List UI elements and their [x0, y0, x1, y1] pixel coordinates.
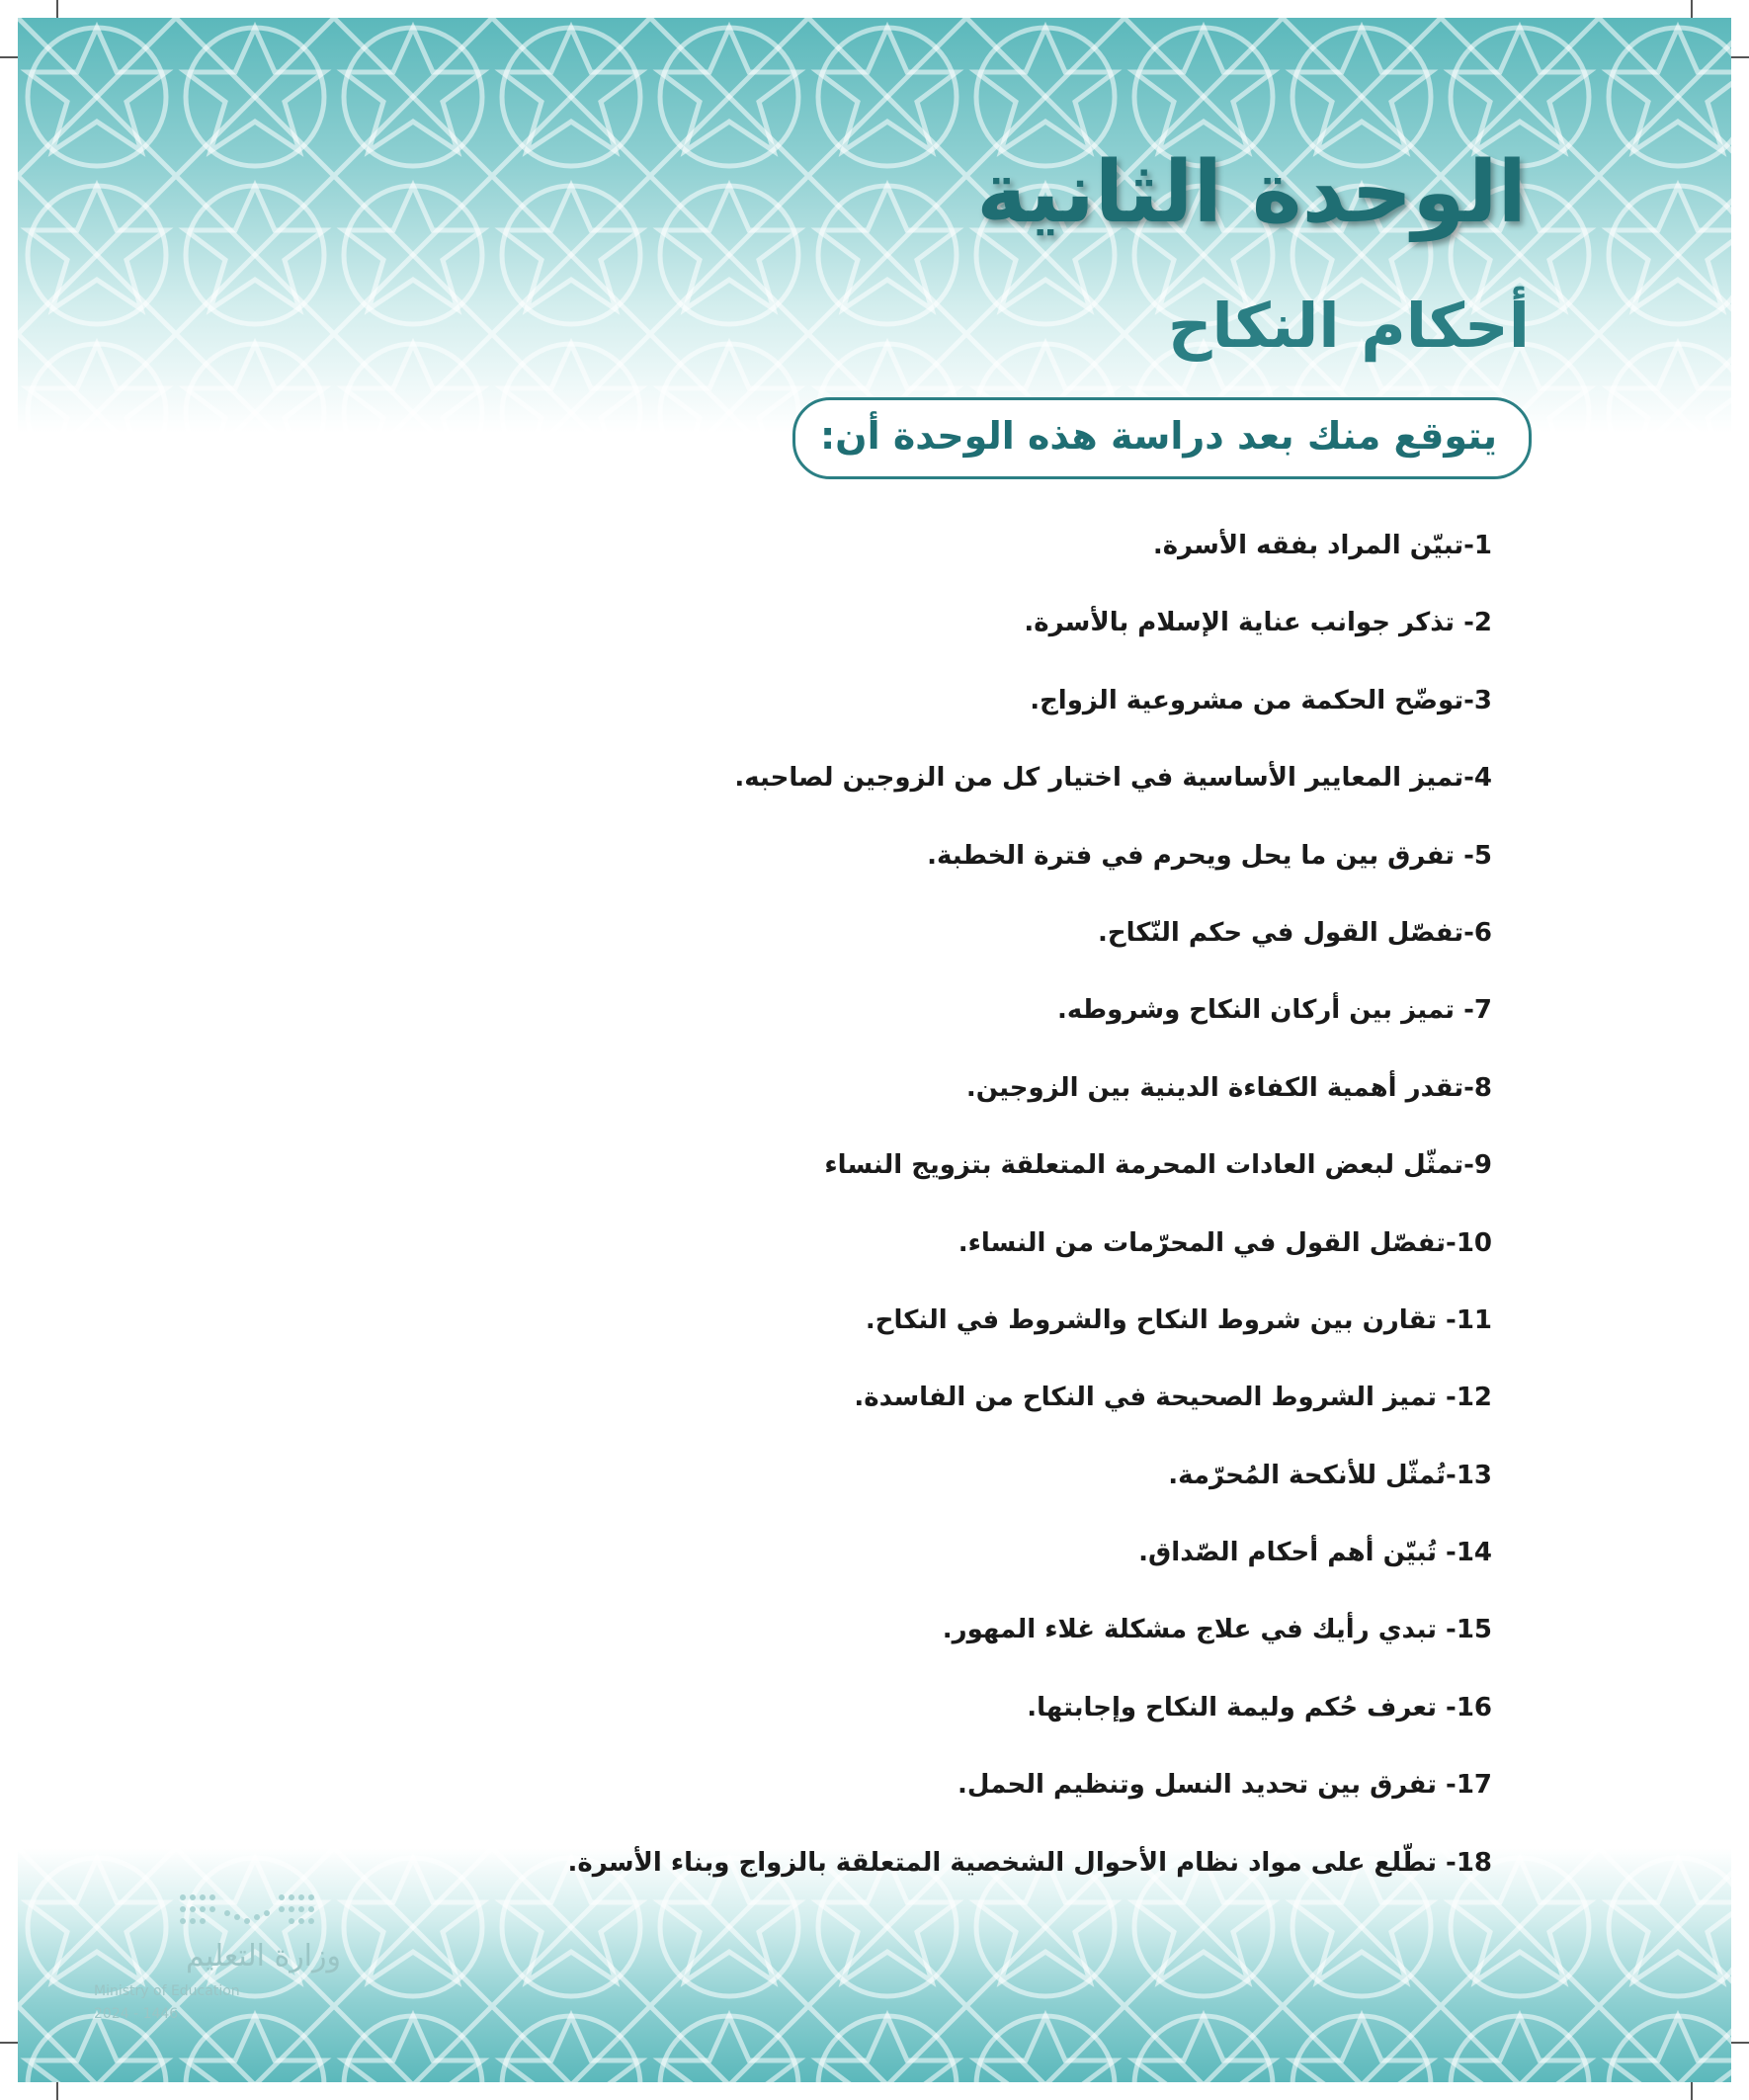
- objective-item: 14- تُبيّن أهم أحكام الصّداق.: [1138, 1538, 1492, 1568]
- objective-item: 1-تبيّن المراد بفقه الأسرة.: [1152, 531, 1492, 560]
- edition-year: 2024 - 1446: [94, 2006, 179, 2022]
- objectives-list: [208, 524, 1492, 1918]
- objective-item: 11- تقارن بين شروط النكاح والشروط في النكاح.: [865, 1304, 1492, 1335]
- unit-subtitle: أحكام النكاح: [1167, 290, 1530, 362]
- objective-item: 15- تبدي رأيك في علاج مشكلة غلاء المهور.: [942, 1615, 1492, 1645]
- objective-item: 13-تُمثّل للأنكحة المُحرّمة.: [1168, 1460, 1492, 1490]
- objective-item: 3-توضّح الحكمة من مشروعية الزواج.: [1030, 685, 1492, 715]
- objective-item: 2- تذكر جوانب عناية الإسلام بالأسرة.: [1024, 608, 1492, 638]
- ministry-logo: [94, 1888, 341, 2036]
- objective-item: 7- تميز بين أركان النكاح وشروطه.: [1057, 995, 1492, 1026]
- objective-item: 9-تمثّل لبعض العادات المحرمة المتعلقة بتزويج النساء: [824, 1150, 1492, 1181]
- objectives-heading-box: [792, 397, 1532, 479]
- unit-title: الوحدة الثانية: [976, 143, 1527, 242]
- ministry-logo-dots-icon: [173, 1888, 321, 1937]
- objective-item: 10-تفصّل القول في المحرّمات من النساء.: [958, 1227, 1492, 1258]
- ministry-name-arabic: وزارة التعليم: [185, 1939, 341, 1974]
- objectives-heading: يتوقع منك بعد دراسة هذه الوحدة أن:: [819, 414, 1497, 458]
- ministry-name-english: Ministry of Education: [94, 1983, 240, 1999]
- objective-item: 18- تطّلع على مواد نظام الأحوال الشخصية المتعلقة بالزواج وبناء الأسرة.: [567, 1847, 1492, 1878]
- objective-item: 16- تعرف حُكم وليمة النكاح وإجابتها.: [1027, 1692, 1492, 1722]
- objective-item: 12- تميز الشروط الصحيحة في النكاح من الفاسدة.: [854, 1383, 1492, 1413]
- objective-item: 17- تفرق بين تحديد النسل وتنظيم الحمل.: [957, 1770, 1492, 1801]
- objective-item: 8-تقدر أهمية الكفاءة الدينية بين الزوجين.: [965, 1072, 1492, 1103]
- objective-item: 4-تميز المعايير الأساسية في اختيار كل من الزوجين لصاحبه.: [734, 763, 1492, 794]
- objective-item: 5- تفرق بين ما يحل ويحرم في فترة الخطبة.: [927, 840, 1492, 871]
- objective-item: 6-تفصّل القول في حكم النّكاح.: [1097, 917, 1492, 948]
